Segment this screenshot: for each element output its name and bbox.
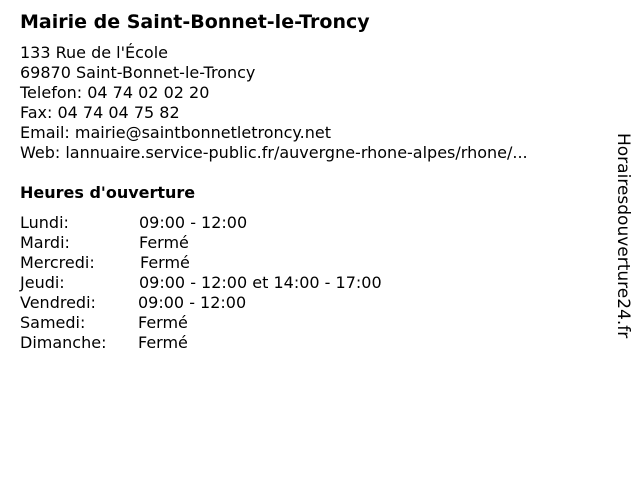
time-value: 09:00 - 12:00	[139, 213, 248, 232]
phone-number: Telefon: 04 74 02 02 20	[20, 83, 210, 102]
time-value: Fermé	[139, 233, 189, 252]
site-watermark: Horairesdouverture24.fr	[613, 133, 633, 339]
time-value: 09:00 - 12:00 et 14:00 - 17:00	[139, 273, 382, 292]
time-value: Fermé	[138, 313, 188, 332]
contact-info	[20, 43, 528, 163]
day-label: Mercredi:	[20, 253, 95, 272]
time-value: Fermé	[138, 333, 188, 352]
time-value: 09:00 - 12:00	[138, 293, 247, 312]
address-street: 133 Rue de l'École	[20, 43, 169, 62]
fax-number: Fax: 04 74 04 75 82	[20, 103, 180, 122]
day-label: Mardi:	[20, 233, 70, 252]
day-label: Samedi:	[20, 313, 86, 332]
hours-heading: Heures d'ouverture	[20, 183, 196, 202]
day-label: Dimanche:	[20, 333, 107, 352]
time-value: Fermé	[140, 253, 190, 272]
day-label: Jeudi:	[20, 273, 65, 292]
page-title: Mairie de Saint-Bonnet-le-Troncy	[20, 11, 370, 33]
email-address: Email: mairie@saintbonnetletroncy.net	[20, 123, 331, 142]
address-city: 69870 Saint-Bonnet-le-Troncy	[20, 63, 256, 82]
day-label: Lundi:	[20, 213, 69, 232]
website-link[interactable]: Web: lannuaire.service-public.fr/auvergne-rhone-alpes/rhone/...	[20, 143, 528, 162]
day-label: Vendredi:	[20, 293, 96, 312]
